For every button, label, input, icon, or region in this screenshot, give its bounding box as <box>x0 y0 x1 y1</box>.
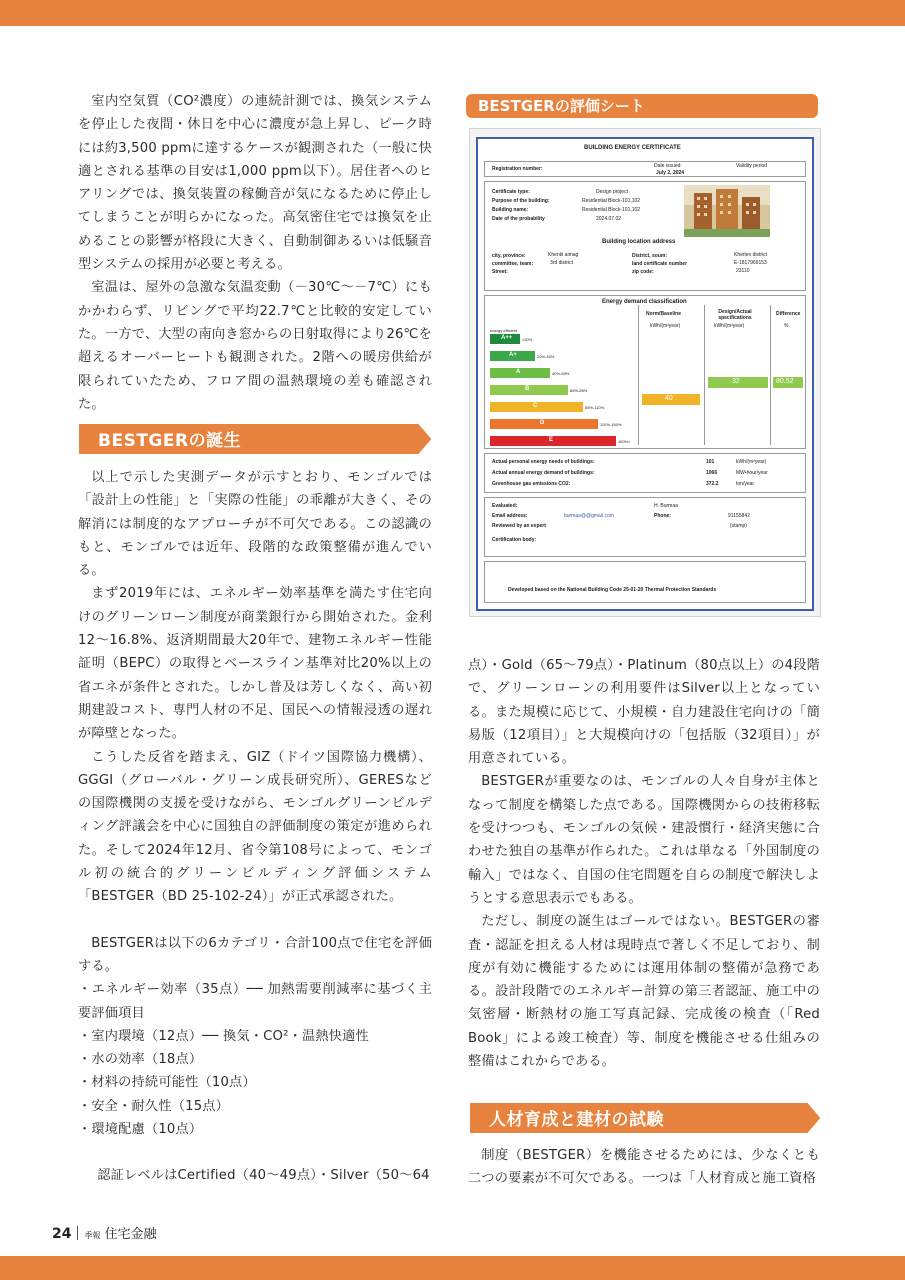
phone-value: 91155842 <box>728 513 750 519</box>
loc-value: 23110 <box>736 268 750 274</box>
right-column-text <box>468 654 820 1073</box>
baseline-value: 40 <box>665 395 673 402</box>
loc-label: zip code: <box>632 269 654 275</box>
loc-label: committee, team: <box>492 261 534 267</box>
energy-class-range: <20% <box>522 337 533 342</box>
loc-value: Khentii aimag <box>548 252 579 258</box>
col-header-difference: Difference <box>776 311 801 317</box>
loc-label: Street: <box>492 269 508 275</box>
date-issued-value: July 2, 2024 <box>656 170 685 176</box>
reviewed-label: Reviewed by an expert <box>492 523 546 529</box>
phone-label: Phone: <box>654 513 671 519</box>
summary-unit: kWh/(m²year) <box>736 459 767 465</box>
footer-note: Developed based on the National Building Code 25-01-20 Thermal Protection Standards <box>508 587 717 593</box>
energy-class-range: 85%-110% <box>585 405 605 410</box>
reg-label: Registration number: <box>492 166 543 172</box>
name-value: H. Burmaa <box>654 503 678 509</box>
publication-small: 季報 <box>84 1231 101 1240</box>
info-value: Residential Block-101,102 <box>582 207 641 213</box>
paragraph: 制度（BESTGER）を機能させるためには、少なくとも二つの要素が不可欠である。一つは「人材育成と施工資格 <box>468 1148 820 1187</box>
right-column-section2 <box>468 1144 820 1191</box>
energy-class-bar <box>490 385 568 395</box>
difference-value: 80.52 <box>776 378 794 385</box>
category-item: ・環境配慮（10点） <box>78 1122 203 1138</box>
info-value: 2024.07.02 <box>596 216 622 222</box>
energy-title: Energy demand classification <box>602 299 687 305</box>
email-value: burmaa@@gmail.com <box>564 513 614 519</box>
categories-intro: BESTGERは以下の6カテゴリ・合計100点で住宅を評価する。 <box>78 935 432 974</box>
summary-unit: MW•hour/year <box>736 470 768 476</box>
info-label: Purpose of the building: <box>492 198 550 204</box>
summary-label: Actual personal energy needs of buildings: <box>492 459 595 465</box>
building-photo <box>684 185 770 237</box>
loc-label: land certificate number <box>632 261 688 267</box>
energy-class-bar <box>490 368 550 378</box>
energy-class-label: A++ <box>501 335 513 341</box>
sidebar-title-bar <box>466 94 818 118</box>
certificate-frame <box>476 137 814 611</box>
col-unit: kWh/(m²year) <box>714 323 745 329</box>
col-unit: % <box>784 323 789 329</box>
energy-class-bar <box>490 402 583 412</box>
difference-marker <box>773 377 803 388</box>
summary-unit: ton/year <box>736 481 755 487</box>
validity-label: Validity period <box>736 163 768 169</box>
info-value: Design project <box>596 189 628 195</box>
loc-label: District, soum: <box>632 253 668 259</box>
date-issued-label: Date issued: <box>654 163 682 169</box>
col-header-design: Design/Actual specifications <box>718 309 752 321</box>
category-item: ・安全・耐久性（15点） <box>78 1098 230 1114</box>
energy-class-bar <box>490 419 598 429</box>
paragraph: 点）・Gold（65～79点）・Platinum（80点以上）の4段階で、グリーンローンの利用要件はSilver以上となっている。また規模に応じて、小規模・自力建設住宅向けの「簡易版（12項目）」と大規模向けの「包括版（32項目）」が用意されている。 <box>468 658 820 767</box>
category-item: ・水の効率（18点） <box>78 1052 203 1068</box>
scale-top-label: energy efficient <box>490 328 518 333</box>
left-column-top <box>78 90 432 416</box>
loc-value: 3rd district <box>550 260 574 266</box>
summary-value: 1066 <box>706 470 718 476</box>
energy-class-label: A <box>516 369 521 375</box>
energy-class-label: B <box>525 386 530 392</box>
page-number: 24 <box>52 1226 72 1242</box>
energy-class-label: D <box>540 420 545 426</box>
info-value: Residential Block-101,102 <box>582 198 641 204</box>
paragraph: 以上で示した実測データが示すとおり、モンゴルでは「設計上の性能」と「実際の性能」の乖離が大きく、その解消には制度的なアプローチが不可欠である。この認識のもと、モンゴルでは近年、段階的な政策整備が進んでいる。 <box>78 470 432 579</box>
stamp-text: (stamp) <box>730 523 747 529</box>
design-value: 32 <box>732 378 740 385</box>
summary-label: Greenhouse gas emissions CO2: <box>492 481 571 487</box>
footer-note-box <box>484 561 806 603</box>
certificate-title: BUILDING ENERGY CERTIFICATE <box>584 145 681 151</box>
energy-class-range: 40%-65% <box>552 371 570 376</box>
paragraph: 認証レベルはCertified（40～49点）・Silver（50～64 <box>97 1168 430 1184</box>
section-heading-bestger-birth <box>78 423 434 455</box>
publication-name: 住宅金融 <box>104 1227 157 1242</box>
cert-body-label: Certification body: <box>492 537 537 543</box>
email-label: Email address: <box>492 513 528 519</box>
energy-class-range: 110%-160% <box>600 422 622 427</box>
summary-value: 101 <box>706 459 715 465</box>
section-heading-text: BESTGERの誕生 <box>98 431 242 451</box>
col-unit: kWh/(m²year) <box>650 323 681 329</box>
baseline-marker <box>642 394 700 405</box>
paragraph: ただし、制度の誕生はゴールではない。BESTGERの審査・認証を担える人材は現時点で著しく不足しており、制度が有効に機能するためには運用体制の整備が急務である。設計段階でのエネルギー計算の第三者認証、施工中の気密層・断熱材の施工写真記録、完成後の検査（「Red Book」による竣工検査）等、制度を機能させる仕組みの整備はこれからである。 <box>468 914 820 1070</box>
paragraph: 室温は、屋外の急激な気温変動（－30℃～－7℃）にもかかわらず、リビングで平均22.7℃と比較的安定していた。一方で、大型の南向き窓からの日射取得により26℃を超えるオーバーヒートも観測された。2階への暖房供給が限られていたため、フロア間の温熱環境の差も確認された。 <box>78 280 432 412</box>
loc-value: Kherlen district <box>734 252 768 258</box>
bottom-accent-band <box>0 1256 905 1280</box>
energy-class-bar <box>490 351 535 361</box>
section-heading-text: 人材育成と建材の試験 <box>489 1110 664 1130</box>
paragraph: こうした反省を踏まえ、GIZ（ドイツ国際協力機構）、GGGI（グローバル・グリーン成長研究所）、GERESなどの国際機関の支援を受けながら、モンゴルグリーンビルディング評議会を中心に国独自の評価制度の策定が進められた。そして2024年12月、省令第108号によって、モンゴル初の統合的グリーンビルディング評価システム「BESTGER（BD 25-102-24）」が正式承認された。 <box>78 749 432 905</box>
energy-class-label: A+ <box>509 352 517 358</box>
left-column-section1 <box>78 466 432 1188</box>
energy-class-label: E <box>549 437 554 443</box>
energy-class-bar <box>490 334 520 344</box>
certificate-image <box>469 128 821 617</box>
energy-class-range: 160%< <box>618 439 631 444</box>
info-label: Building name: <box>492 207 529 213</box>
loc-label: city, province: <box>492 253 526 259</box>
paragraph: まず2019年には、エネルギー効率基準を満たす住宅向けのグリーンローン制度が商業銀行から開始された。金利12～16.8%、返済期間最大20年で、建物エネルギー性能証明（BEPC）の取得とベースライン基準対比20%以上の省エネが条件とされた。しかし普及は芳しくなく、高い初期建設コスト、専門人材の不足、国民への情報浸透の遅れが障壁となった。 <box>78 586 432 742</box>
design-marker <box>708 377 768 388</box>
sidebar-title: BESTGERの評価シート <box>478 97 645 115</box>
energy-class-range: 20%-40% <box>537 354 555 359</box>
paragraph: 室内空気質（CO²濃度）の連続計測では、換気システムを停止した夜間・休日を中心に濃度が急上昇し、ピーク時には約3,500 ppmに達するケースが観測された（一般に快適とされる基準の目安は1,000 ppm以下）。居住者へのヒアリングでは、換気装置の稼働音が気になるために停止してしまうことが明らかになった。高気密住宅では換気を止めることの影響が格段に大きく、自動制御あるいは低騒音型システムの採用が必要と考える。 <box>78 94 432 273</box>
summary-label: Actual annual energy demand of buildings: <box>492 470 595 476</box>
info-label: Date of the probability <box>492 216 545 222</box>
top-accent-band <box>0 0 905 26</box>
section-heading-human-resources <box>469 1102 823 1134</box>
category-item: ・エネルギー効率（35点）── 加熱需要削減率に基づく主要評価項目 <box>78 982 432 1021</box>
evaluated-label: Evaluated: <box>492 503 518 509</box>
summary-value: 372.2 <box>706 481 719 487</box>
paragraph: BESTGERが重要なのは、モンゴルの人々自身が主体となって制度を構築した点である。国際機関からの技術移転を受けつつも、モンゴルの気候・建設慣行・経済実態に合わせた独自の基準が作られた。これは単なる「外国制度の輸入」ではなく、自国の住宅問題を自らの制度で解決しようとする意思表示でもある。 <box>468 774 820 906</box>
location-title: Building location address <box>602 239 676 245</box>
category-item: ・材料の持続可能性（10点） <box>78 1075 256 1091</box>
energy-class-bar <box>490 436 616 446</box>
info-label: Certificate type: <box>492 189 530 195</box>
page-footer <box>52 1223 157 1242</box>
category-item: ・室内環境（12点）── 換気・CO²・温熱快適性 <box>78 1028 369 1044</box>
energy-class-label: C <box>533 403 538 409</box>
energy-class-range: 65%-85% <box>570 388 588 393</box>
col-header-baseline: Norm/Baseline <box>646 311 682 317</box>
loc-value: E-1817969153 <box>734 260 767 266</box>
